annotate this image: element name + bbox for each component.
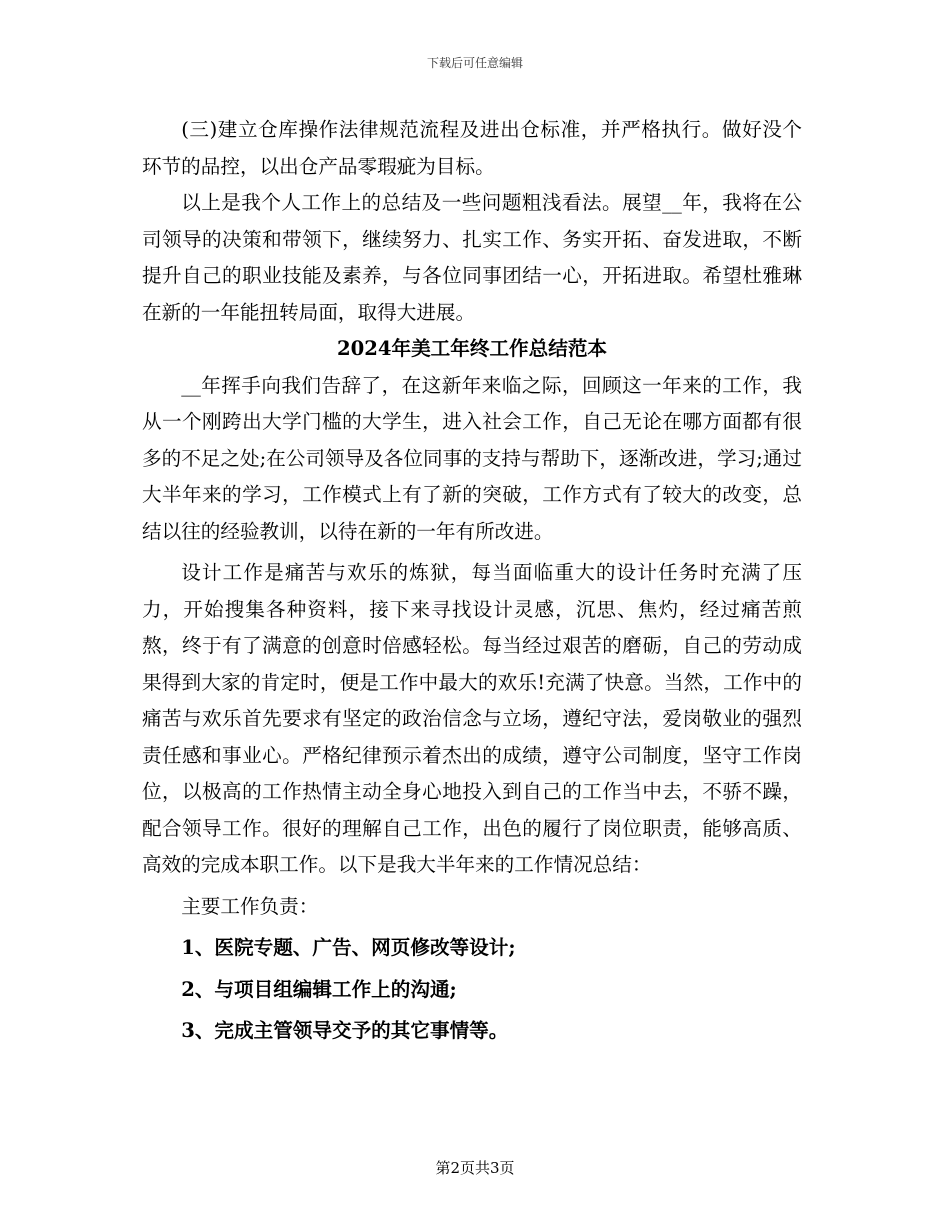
paragraph-outlook: 以上是我个人工作上的总结及一些问题粗浅看法。展望__年，我将在公司领导的决策和带领下，继续努力、扎实工作、务实开拓、奋发进取，不断提升自己的职业技能及素养，与各位同事团结一心，开拓进取。希望杜雅琳在新的一年能扭转局面，取得大进展。 xyxy=(142,191,802,324)
page-header: 下载后可任意编辑 xyxy=(426,56,523,70)
responsibility-item-2: 2、与项目组编辑工作上的沟通; xyxy=(181,977,457,1001)
page-number: 第2页共3页 xyxy=(435,1159,515,1177)
document-body xyxy=(142,112,802,1050)
responsibility-item-3: 3、完成主管领导交予的其它事情等。 xyxy=(181,1019,509,1042)
paragraph-warehouse-standards: (三)建立仓库操作法律规范流程及进出仓标准，并严格执行。做好没个环节的品控，以出仓产品零瑕疵为目标。 xyxy=(142,118,802,178)
responsibilities-lead: 主要工作负责： xyxy=(181,894,319,918)
section-title: 2024年美工年终工作总结范本 xyxy=(336,337,608,360)
paragraph-design-work: 设计工作是痛苦与欢乐的炼狱，每当面临重大的设计任务时充满了压力，开始搜集各种资料，接下来寻找设计灵感，沉思、焦灼，经过痛苦煎熬，终于有了满意的创意时倍感轻松。每当经过艰苦的磨砺，自己的劳动成果得到大家的肯定时，便是工作中最大的欢乐!充满了快意。当然，工作中的痛苦与欢乐首先要求有坚定的政治信念与立场，遵纪守法，爱岗敬业的强烈责任感和事业心。严格纪律预示着杰出的成绩，遵守公司制度，坚守工作岗位，以极高的工作热情主动全身心地投入到自己的工作当中去，不骄不躁，配合领导工作。很好的理解自己工作，出色的履行了岗位职责，能够高质、高效的完成本职工作。以下是我大半年来的工作情况总结： xyxy=(142,561,802,876)
responsibility-item-1: 1、医院专题、广告、网页修改等设计; xyxy=(181,936,516,959)
paragraph-year-review: __年挥手向我们告辞了，在这新年来临之际，回顾这一年来的工作，我从一个刚跨出大学门槛的大学生，进入社会工作，自己无论在哪方面都有很多的不足之处;在公司领导及各位同事的支持与帮助下，逐渐改进，学习;通过大半年来的学习，工作模式上有了新的突破，工作方式有了较大的改变，总结以往的经验教训，以待在新的一年有所改进。 xyxy=(142,373,802,543)
